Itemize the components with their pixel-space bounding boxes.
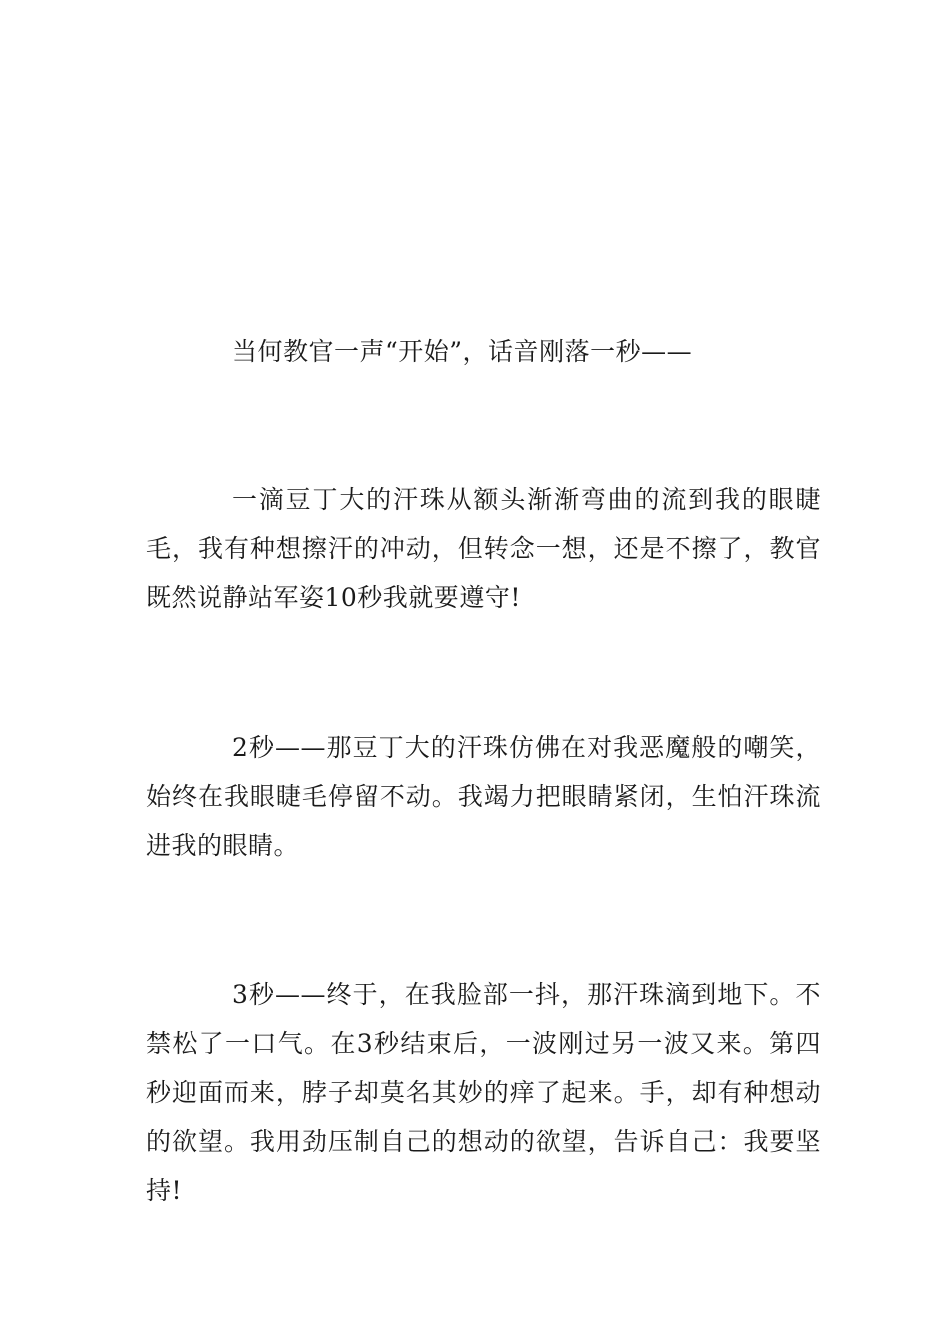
paragraph-second-second: 2秒——那豆丁大的汗珠仿佛在对我恶魔般的嘲笑，始终在我眼睫毛停留不动。我竭力把眼睛紧闭，生怕汗珠流进我的眼睛。 (146, 733, 821, 860)
paragraph-third-second: 3秒——终于，在我脸部一抖，那汗珠滴到地下。不禁松了一口气。在3秒结束后，一波刚过另一波又来。第四秒迎面而来，脖子却莫名其妙的痒了起来。手，却有种想动的欲望。我用劲压制自己的想动的欲望，告诉自己：我要坚持! (146, 980, 821, 1205)
paragraph-first-second: 一滴豆丁大的汗珠从额头渐渐弯曲的流到我的眼睫毛，我有种想擦汗的冲动，但转念一想，还是不擦了，教官既然说静站军姿10秒我就要遵守! (146, 485, 821, 612)
paragraph-start-command: 当何教官一声“开始”，话音刚落一秒—— (232, 337, 693, 366)
